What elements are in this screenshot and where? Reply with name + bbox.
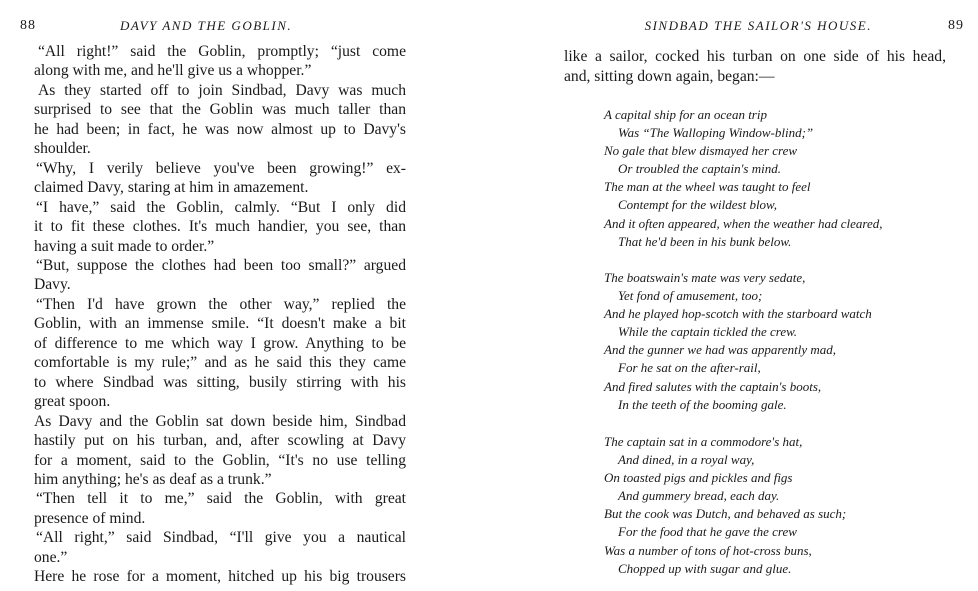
text-line: Davy. (34, 276, 71, 294)
text-line: having a suit made to order.” (34, 237, 215, 255)
text-line: of difference to me which way I grow. Anything to be (34, 334, 406, 352)
text-line: shoulder. (34, 140, 91, 158)
text-line: great spoon. (34, 393, 111, 411)
text-line: claimed Davy, staring at him in amazement. (34, 179, 309, 197)
verse-line: Was a number of tons of hot-cross buns, (604, 542, 812, 558)
text-line: comfortable is my rule;” and as he said this they came (34, 354, 406, 372)
text-line: Here he rose for a moment, hitched up his big trousers (34, 568, 406, 586)
verse-line: Was “The Walloping Window-blind;” (618, 125, 814, 141)
verse-line: That he'd been in his bunk below. (618, 233, 792, 249)
verse-line: Chopped up with sugar and glue. (618, 560, 792, 576)
text-line: surprised to see that the Goblin was much taller than (34, 101, 406, 119)
verse-line: And dined, in a royal way, (618, 452, 755, 468)
text-line: “All right!” said the Goblin, promptly; “just come (38, 43, 406, 60)
text-line: As Davy and the Goblin sat down beside him, Sindbad (34, 412, 406, 430)
text-line: along with me, and he'll give us a whopper.” (34, 62, 312, 80)
text-line: “Then tell it to me,” said the Goblin, with great (36, 490, 406, 508)
verse-line: Contempt for the wildest blow, (618, 197, 778, 213)
text-line: he had been; in fact, he was now almost up to Davy's (34, 120, 406, 138)
page-number: 88 (20, 18, 36, 33)
running-title: DAVY AND THE GOBLIN. (120, 18, 293, 33)
text-line: As they started off to join Sindbad, Davy was much (38, 81, 406, 99)
verse-line: And he played hop-scotch with the starboard watch (604, 306, 872, 322)
verse-line: The man at the wheel was taught to feel (604, 179, 811, 195)
text-line: to where Sindbad was sitting, busily stirring with his (34, 373, 406, 391)
text-line: it to fit these clothes. It's much handier, you see, than (34, 218, 406, 236)
poem-stanza (604, 106, 882, 251)
verse-line: While the captain tickled the crew. (618, 324, 798, 340)
verse-line: For the food that he gave the crew (618, 524, 797, 540)
text-line: like a sailor, cocked his turban on one side of his head, (564, 48, 946, 65)
verse-line: The captain sat in a commodore's hat, (604, 434, 803, 449)
running-title: SINDBAD THE SAILOR'S HOUSE. (644, 18, 872, 33)
verse-line: And gummery bread, each day. (618, 488, 780, 504)
text-line: for a moment, said to the Goblin, “It's no use telling (34, 451, 406, 469)
text-line: “Then I'd have grown the other way,” replied the (36, 295, 406, 313)
text-line: one.” (34, 548, 68, 566)
verse-line: For he sat on the after-rail, (618, 360, 761, 376)
poem-stanza (604, 269, 872, 414)
prose-block (564, 47, 946, 86)
verse-line: On toasted pigs and pickles and figs (604, 470, 793, 486)
text-line: “All right,” said Sindbad, “I'll give you a nautical (36, 529, 406, 547)
text-line: hastily put on his turban, and, after scowling at Davy (34, 432, 406, 450)
text-line: him anything; he's as deaf as a trunk.” (34, 470, 272, 488)
prose-block (34, 42, 406, 587)
verse-line: And the gunner we had was apparently mad, (604, 342, 837, 358)
verse-line: And it often appeared, when the weather had cleared, (604, 215, 883, 231)
verse-line: Or troubled the captain's mind. (618, 161, 781, 177)
text-line: and, sitting down again, began:— (564, 67, 775, 85)
page-number: 89 (948, 18, 964, 33)
poem-stanza (604, 433, 846, 578)
verse-line: A capital ship for an ocean trip (604, 107, 767, 122)
text-line: “I have,” said the Goblin, calmly. “But I only did (36, 198, 406, 216)
text-line: Goblin, with an immense smile. “It doesn't make a bit (34, 315, 406, 333)
text-line: presence of mind. (34, 509, 146, 527)
verse-line: In the teeth of the booming gale. (618, 396, 787, 412)
verse-line: No gale that blew dismayed her crew (604, 143, 798, 159)
verse-line: The boatswain's mate was very sedate, (604, 270, 806, 285)
text-line: “Why, I verily believe you've been growing!” ex- (36, 159, 406, 177)
verse-line: But the cook was Dutch, and behaved as such; (604, 506, 847, 522)
verse-line: Yet fond of amusement, too; (618, 288, 763, 304)
verse-line: And fired salutes with the captain's boots, (604, 378, 822, 394)
text-line: “But, suppose the clothes had been too small?” argued (36, 256, 406, 274)
